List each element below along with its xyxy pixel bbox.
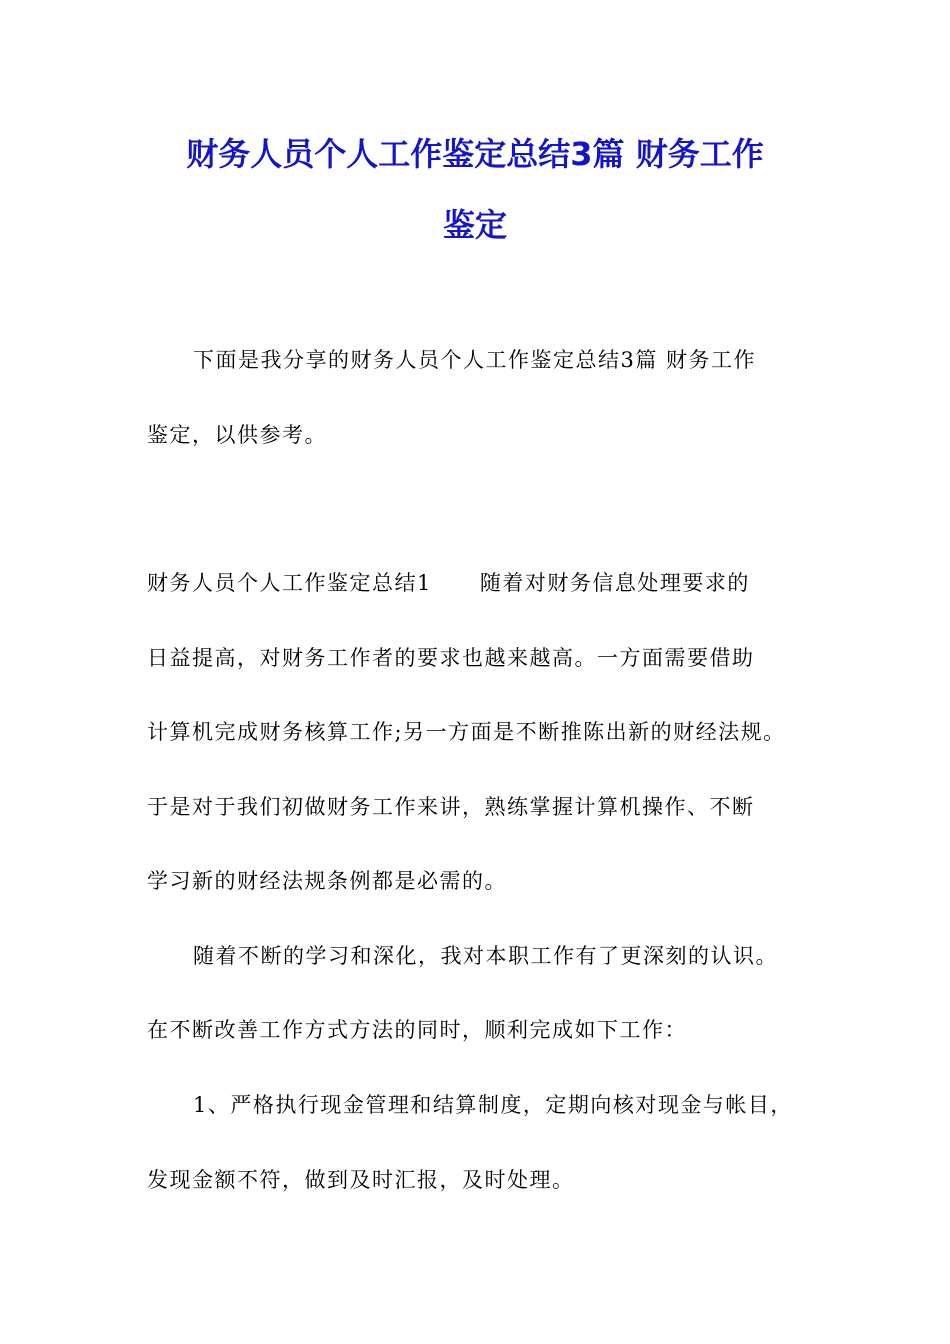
- document-title-line-1: 财务人员个人工作鉴定总结3篇 财务工作: [186, 135, 764, 173]
- paragraph-1-line-4: 于是对于我们初做财务工作来讲，熟练掌握计算机操作、不断: [147, 795, 755, 819]
- paragraph-1-line-1: 随着对财务信息处理要求的: [479, 571, 750, 595]
- paragraph-3-line-1: 1、严格执行现金管理和结算制度，定期向核对现金与帐目，: [193, 1093, 793, 1117]
- intro-line-2: 鉴定，以供参考。: [147, 423, 327, 447]
- intro-line-1: 下面是我分享的财务人员个人工作鉴定总结3篇 财务工作: [193, 348, 757, 372]
- paragraph-3-line-2: 发现金额不符，做到及时汇报，及时处理。: [147, 1168, 575, 1192]
- paragraph-1-line-3: 计算机完成财务核算工作;另一方面是不断推陈出新的财经法规。: [147, 720, 786, 744]
- paragraph-2-line-2: 在不断改善工作方式方法的同时，顺利完成如下工作：: [147, 1018, 687, 1042]
- section-1-heading: 财务人员个人工作鉴定总结1: [147, 571, 432, 595]
- document-title-line-2: 鉴定: [442, 206, 507, 244]
- paragraph-1-line-5: 学习新的财经法规条例都是必需的。: [147, 869, 507, 893]
- paragraph-2-line-1: 随着不断的学习和深化，我对本职工作有了更深刻的认识。: [193, 944, 778, 968]
- section-1-first-line: [147, 568, 817, 598]
- paragraph-1-line-2: 日益提高，对财务工作者的要求也越来越高。一方面需要借助: [147, 646, 755, 670]
